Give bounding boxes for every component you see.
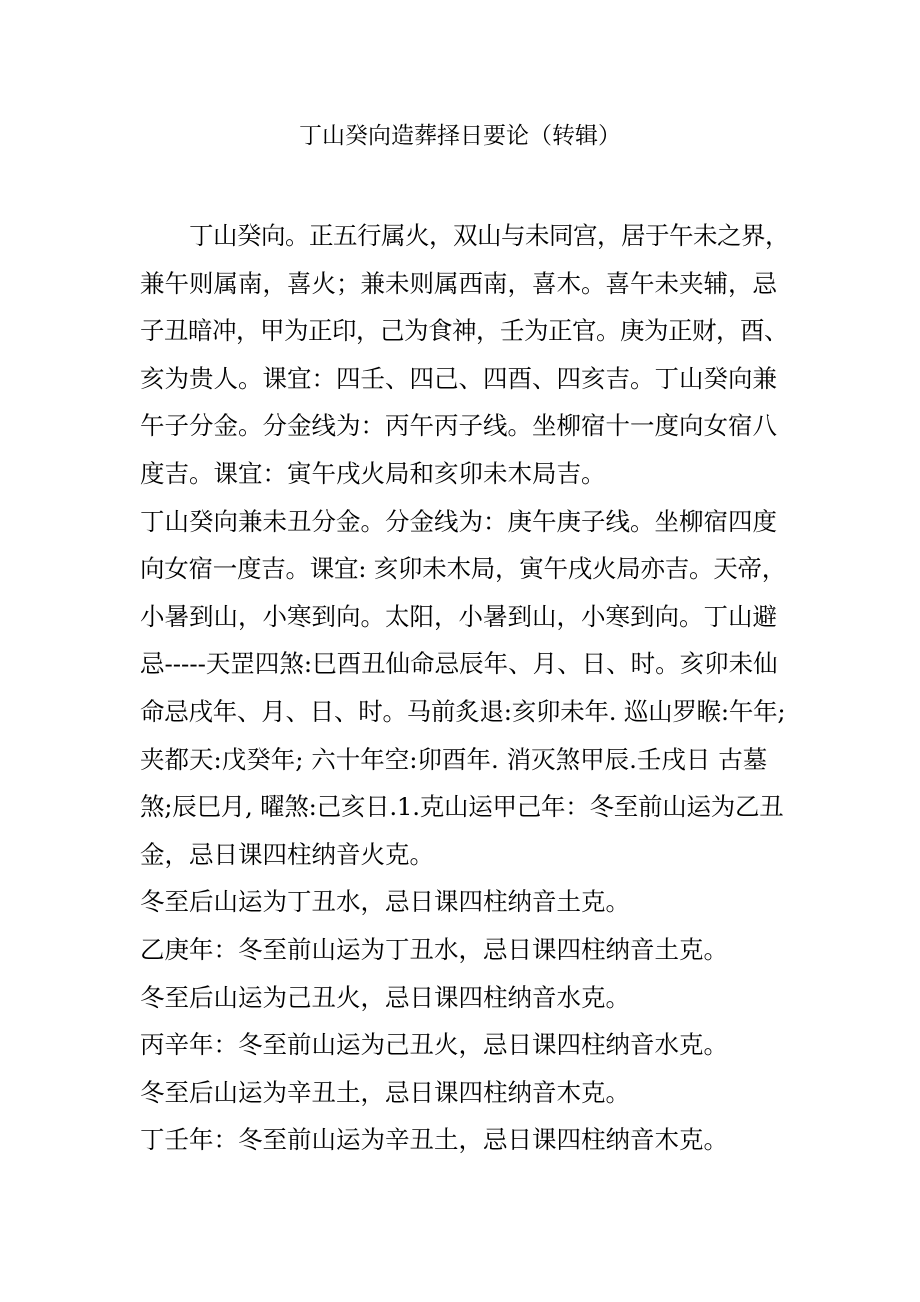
paragraph-line: 忌-----天罡四煞:巳酉丑仙命忌辰年、月、日、时。亥卯未仙 (140, 649, 778, 679)
paragraph-line: 度吉。课宜：寅午戌火局和亥卯未木局吉。 (140, 458, 606, 488)
paragraph-line: 午子分金。分金线为：丙午丙子线。坐柳宿十一度向女宿八 (140, 411, 777, 441)
paragraph-line: 小暑到山，小寒到向。太阳，小暑到山，小寒到向。丁山避 (140, 601, 777, 631)
paragraph-line: 亥为贵人。课宜：四壬、四己、四酉、四亥吉。丁山癸向兼 (140, 363, 777, 393)
paragraph-line: 丁山癸向兼未丑分金。分金线为：庚午庚子线。坐柳宿四度 (140, 506, 777, 536)
paragraph-line: 丁壬年：冬至前山运为辛丑土，忌日课四柱纳音木克。 (140, 1125, 728, 1155)
paragraph-line: 向女宿一度吉。课宜: 亥卯未木局，寅午戌火局亦吉。天帝， (140, 554, 787, 584)
paragraph-line: 命忌戌年、月、日、时。马前炙退:亥卯未年. 巡山罗睺:午年; (140, 696, 786, 726)
paragraph-line: 丙辛年：冬至前山运为己丑火，忌日课四柱纳音水克。 (140, 1030, 728, 1060)
paragraph-line: 子丑暗冲，甲为正印，己为食神，壬为正官。庚为正财，酉、 (140, 316, 788, 346)
paragraph-line: 兼午则属南，喜火；兼未则属西南，喜木。喜午未夹辅，忌 (140, 268, 777, 298)
paragraph-line: 乙庚年：冬至前山运为丁丑水，忌日课四柱纳音土克。 (140, 934, 728, 964)
paragraph-line: 冬至后山运为己丑火，忌日课四柱纳音水克。 (140, 982, 630, 1012)
paragraph-line: 丁山癸向。正五行属火，双山与未同宫，居于午未之界， (189, 221, 789, 250)
paragraph-line: 夹都天:戊癸年; 六十年空:卯酉年. 消灭煞甲辰.壬戌日 古墓 (140, 744, 768, 774)
paragraph-line: 煞;辰巳月, 曜煞:己亥日.1.克山运甲己年：冬至前山运为乙丑 (140, 792, 784, 822)
paragraph-line: 冬至后山运为辛丑土，忌日课四柱纳音木克。 (140, 1077, 630, 1107)
document-body (140, 212, 790, 1164)
paragraph-line: 冬至后山运为丁丑水，忌日课四柱纳音土克。 (140, 887, 630, 917)
paragraph-line: 金，忌日课四柱纳音火克。 (140, 839, 434, 869)
document-title: 丁山癸向造葬择日要论（转辑） (299, 123, 621, 149)
